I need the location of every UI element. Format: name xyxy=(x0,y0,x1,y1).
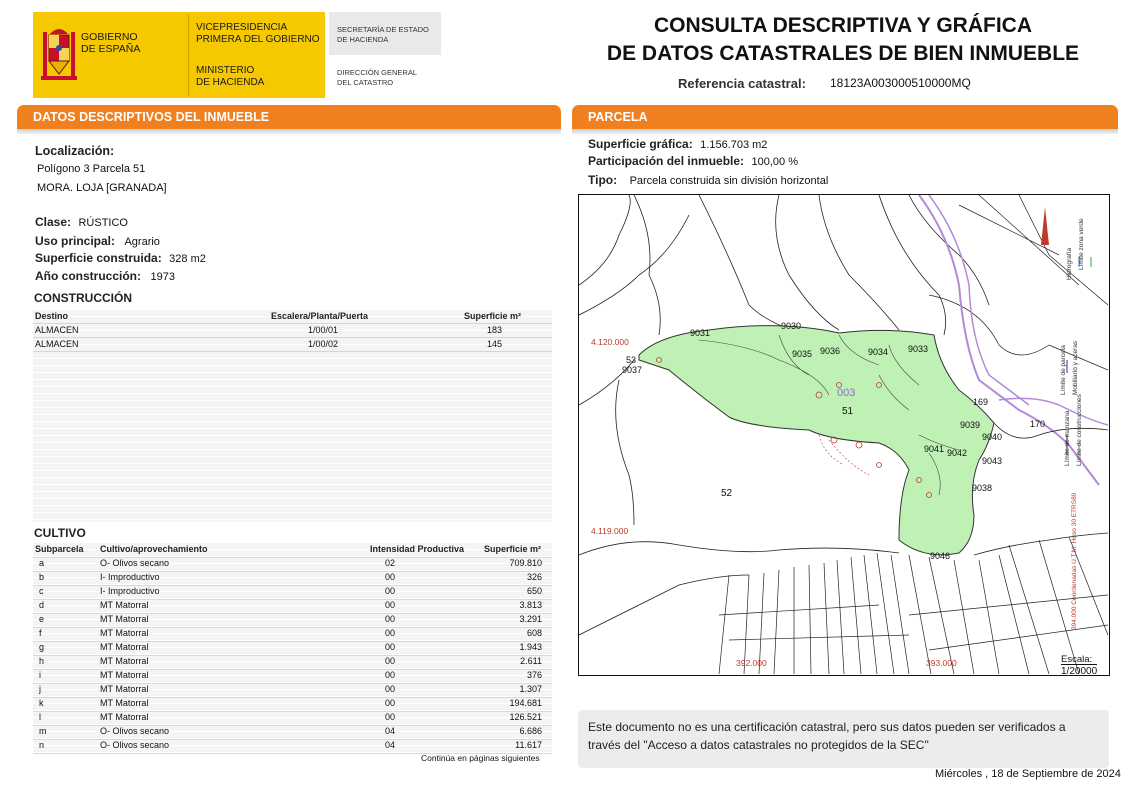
cell-superficie: 1.943 xyxy=(519,642,542,652)
cell-superficie: 608 xyxy=(526,628,542,638)
col-intensidad: Intensidad Productiva xyxy=(370,544,465,554)
col-destino: Destino xyxy=(35,311,69,321)
uso-label: Uso principal: xyxy=(35,234,116,248)
parcel-label: 170 xyxy=(1030,419,1046,429)
construccion-table xyxy=(33,310,552,522)
referencia-value: 18123A003000510000MQ xyxy=(830,76,971,90)
construccion-title: CONSTRUCCIÓN xyxy=(34,291,132,305)
cell-escalera: 1/00/01 xyxy=(308,325,339,335)
table-row xyxy=(33,655,552,670)
cell-intensidad: 00 xyxy=(385,642,396,652)
cell-superficie: 194.681 xyxy=(509,698,542,708)
parcel-label: 9041 xyxy=(924,444,945,454)
parcela-section-title: PARCELA xyxy=(572,105,1118,129)
parcel-label: 9034 xyxy=(868,347,889,357)
cell-subparcela: h xyxy=(39,656,45,666)
superficie-label: Superficie construida: xyxy=(35,251,162,265)
tipo-label: Tipo: xyxy=(588,173,618,187)
datos-section xyxy=(17,105,561,134)
table-row xyxy=(33,338,552,352)
cell-intensidad: 00 xyxy=(385,600,396,610)
cell-subparcela: n xyxy=(39,740,45,750)
cell-intensidad: 00 xyxy=(385,586,396,596)
legend xyxy=(1060,345,1067,396)
sup-grafica-value: 1.156.703 m2 xyxy=(700,139,768,151)
uso-row xyxy=(35,232,160,250)
col-superficie: Superficie m² xyxy=(484,544,542,554)
table-row xyxy=(33,571,552,586)
cell-superficie: 650 xyxy=(526,586,542,596)
cell-subparcela: i xyxy=(39,670,41,680)
parcel-label: 9035 xyxy=(792,349,813,359)
table-row xyxy=(33,711,552,726)
localizacion-label: Localización: xyxy=(35,144,115,158)
cell-subparcela: d xyxy=(39,600,45,610)
table-row xyxy=(33,599,552,614)
legend-item: Límite de manzana xyxy=(1064,410,1071,466)
table-row xyxy=(33,585,552,600)
table-header xyxy=(33,543,552,558)
col-escalera: Escalera/Planta/Puerta xyxy=(271,311,369,321)
coord-y2: 4.119.000 xyxy=(591,526,629,536)
parcel-label: 9042 xyxy=(947,448,968,458)
table-row xyxy=(33,697,552,712)
coord-x2: 393.000 xyxy=(926,658,957,668)
map-svg xyxy=(579,195,1108,674)
crs-slot xyxy=(1071,492,1078,631)
parcel-label: 9039 xyxy=(960,420,981,430)
legend-slot xyxy=(1076,394,1083,467)
cell-cultivo: MT Matorral xyxy=(100,698,149,708)
parcel-label: 9037 xyxy=(622,365,643,375)
cell-intensidad: 00 xyxy=(385,698,396,708)
cell-intensidad: 00 xyxy=(385,614,396,624)
legend-slot xyxy=(1064,410,1071,467)
legend-item: Límite de parcela xyxy=(1060,345,1067,395)
cell-cultivo: O- Olivos secano xyxy=(100,726,170,736)
anio-row xyxy=(35,267,175,285)
gobierno-label: GOBIERNO DE ESPAÑA xyxy=(81,31,141,55)
disclaimer-text: Este documento no es una certificación catastral, pero sus datos pueden ser verificados a través del "Acceso a datos catastrales no protegidos de la SEC" xyxy=(588,720,1066,752)
parcel-label: 9033 xyxy=(908,344,929,354)
cultivo-title: CULTIVO xyxy=(34,526,86,540)
cell-cultivo: I- Improductivo xyxy=(100,586,160,596)
cell-subparcela: l xyxy=(39,712,41,722)
table-row xyxy=(33,627,552,642)
coat-of-arms-icon xyxy=(40,22,78,91)
cell-superficie: 2.611 xyxy=(520,656,542,666)
document-date: Miércoles , 18 de Septiembre de 2024 xyxy=(935,768,1121,780)
coord-x1: 392.000 xyxy=(736,658,767,668)
parcel-label: 9038 xyxy=(972,483,993,493)
uso-value: Agrario xyxy=(124,236,160,248)
parcel-label: 53 xyxy=(626,355,637,365)
localizacion-line1: Polígono 3 Parcela 51 xyxy=(37,163,146,175)
clase-row xyxy=(35,213,128,231)
cell-subparcela: j xyxy=(39,684,41,694)
secretaria-label: SECRETARÍA DE ESTADO DE HACIENDA xyxy=(337,25,429,44)
parcel-label: 9040 xyxy=(982,432,1003,442)
cell-superficie: 3.291 xyxy=(519,614,542,624)
cell-escalera: 1/00/02 xyxy=(308,339,339,349)
table-row xyxy=(33,683,552,698)
header-divider xyxy=(188,14,189,96)
cell-cultivo: O- Olivos secano xyxy=(100,740,170,750)
clase-label: Clase: xyxy=(35,215,72,229)
cell-intensidad: 00 xyxy=(385,670,396,680)
cell-intensidad: 04 xyxy=(385,726,396,736)
legend-slot xyxy=(1066,247,1073,281)
cell-superficie: 6.686 xyxy=(519,726,542,736)
cell-superficie: 126.521 xyxy=(509,712,542,722)
cell-superficie: 709.810 xyxy=(509,558,542,568)
cell-intensidad: 00 xyxy=(385,712,396,722)
table-row xyxy=(33,613,552,628)
escala-label: Escala: xyxy=(1061,654,1093,665)
cell-intensidad: 02 xyxy=(385,558,396,568)
cell-superficie: 3.813 xyxy=(519,600,542,610)
cultivo-table xyxy=(33,543,552,753)
cell-cultivo: MT Matorral xyxy=(100,600,149,610)
cell-intensidad: 00 xyxy=(385,684,396,694)
cell-cultivo: I- Improductivo xyxy=(100,572,160,582)
cell-cultivo: MT Matorral xyxy=(100,642,149,652)
cell-cultivo: O- Olivos secano xyxy=(100,558,170,568)
parcel-label: 52 xyxy=(721,488,733,499)
superficie-row xyxy=(35,249,206,267)
table-header xyxy=(33,310,552,324)
escala-value: 1/20000 xyxy=(1061,666,1098,677)
cell-intensidad: 00 xyxy=(385,572,396,582)
cell-subparcela: k xyxy=(39,698,44,708)
cell-superficie: 183 xyxy=(487,325,503,335)
legend-item: Mobiliario y aceras xyxy=(1072,340,1079,395)
legend-item: Límite de construcciones xyxy=(1076,394,1083,466)
anio-label: Año construcción: xyxy=(35,269,142,283)
tipo-value: Parcela construida sin división horizontal xyxy=(629,175,829,187)
cell-intensidad: 04 xyxy=(385,740,396,750)
cell-intensidad: 00 xyxy=(385,656,396,666)
table-row xyxy=(33,739,552,754)
legend-item: Límite zona verde xyxy=(1078,218,1085,270)
section-shadow xyxy=(572,129,1118,134)
cell-subparcela: b xyxy=(39,572,45,582)
cell-cultivo: MT Matorral xyxy=(100,614,149,624)
cell-cultivo: MT Matorral xyxy=(100,628,149,638)
legend-slot xyxy=(1072,340,1079,396)
direccion-label: DIRECCIÓN GENERAL DEL CATASTRO xyxy=(337,68,418,87)
clase-value: RÚSTICO xyxy=(78,217,128,229)
cell-superficie: 145 xyxy=(487,339,503,349)
sup-grafica-row xyxy=(588,135,767,153)
table-row xyxy=(33,324,552,338)
cell-subparcela: f xyxy=(39,628,42,638)
cell-superficie: 11.617 xyxy=(515,740,542,750)
table-row xyxy=(33,669,552,684)
table-row xyxy=(33,641,552,656)
parcel-label: 9043 xyxy=(982,456,1003,466)
cell-superficie: 326 xyxy=(526,572,542,582)
cell-superficie: 376 xyxy=(526,670,542,680)
cell-cultivo: MT Matorral xyxy=(100,670,149,680)
legend-slot xyxy=(1078,218,1085,271)
section-shadow xyxy=(17,129,561,134)
continua-note: Continúa en páginas siguientes xyxy=(421,753,540,763)
parcel-label-main: 51 xyxy=(842,406,854,417)
tipo-row xyxy=(588,171,828,189)
cell-destino: ALMACEN xyxy=(35,339,79,349)
cell-destino: ALMACEN xyxy=(35,325,79,335)
page-title: CONSULTA DESCRIPTIVA Y GRÁFICA DE DATOS CATASTRALES DE BIEN INMUEBLE xyxy=(606,14,1080,65)
col-cultivo: Cultivo/aprovechamiento xyxy=(100,544,208,554)
col-superficie: Superficie m² xyxy=(464,311,522,321)
parcel-label: 9046 xyxy=(930,551,951,561)
legend-item: Hidrografía xyxy=(1066,247,1073,280)
parcel-label: 9030 xyxy=(781,321,802,331)
sup-grafica-label: Superficie gráfica: xyxy=(588,137,693,151)
anio-value: 1973 xyxy=(150,271,175,283)
superficie-value: 328 m2 xyxy=(169,253,206,265)
cell-cultivo: MT Matorral xyxy=(100,684,149,694)
table-row xyxy=(33,557,552,572)
parcel-label-poligono: 003 xyxy=(837,387,856,399)
parcela-section xyxy=(572,105,1118,134)
participacion-label: Participación del inmueble: xyxy=(588,154,745,168)
col-subparcela: Subparcela xyxy=(35,544,84,554)
parcel-label: 9036 xyxy=(820,346,841,356)
cell-cultivo: MT Matorral xyxy=(100,656,149,666)
cell-subparcela: e xyxy=(39,614,45,624)
cell-subparcela: c xyxy=(39,586,44,596)
cell-subparcela: m xyxy=(39,726,47,736)
localizacion-line2: MORA. LOJA [GRANADA] xyxy=(37,182,167,194)
datos-section-title: DATOS DESCRIPTIVOS DEL INMUEBLE xyxy=(17,105,561,129)
participacion-row xyxy=(588,152,798,170)
parcel-label: 9031 xyxy=(690,328,711,338)
vicepresidencia-label: VICEPRESIDENCIA PRIMERA DEL GOBIERNO xyxy=(196,22,320,45)
coord-y1: 4.120.000 xyxy=(591,337,629,347)
cell-intensidad: 00 xyxy=(385,628,396,638)
cell-superficie: 1.307 xyxy=(519,684,542,694)
cell-subparcela: g xyxy=(39,642,45,652)
cadastral-map[interactable] xyxy=(578,194,1110,676)
cell-cultivo: MT Matorral xyxy=(100,712,149,722)
table-row xyxy=(33,725,552,740)
cell-subparcela: a xyxy=(39,558,45,568)
participacion-value: 100,00 % xyxy=(751,156,798,168)
referencia-label: Referencia catastral: xyxy=(678,76,806,91)
crs-note: 394.000 Coordenadas U.T.M. Huso 30 ETRS89 xyxy=(1071,492,1078,630)
ministerio-label: MINISTERIO DE HACIENDA xyxy=(196,65,265,88)
parcel-label: 169 xyxy=(973,397,989,407)
